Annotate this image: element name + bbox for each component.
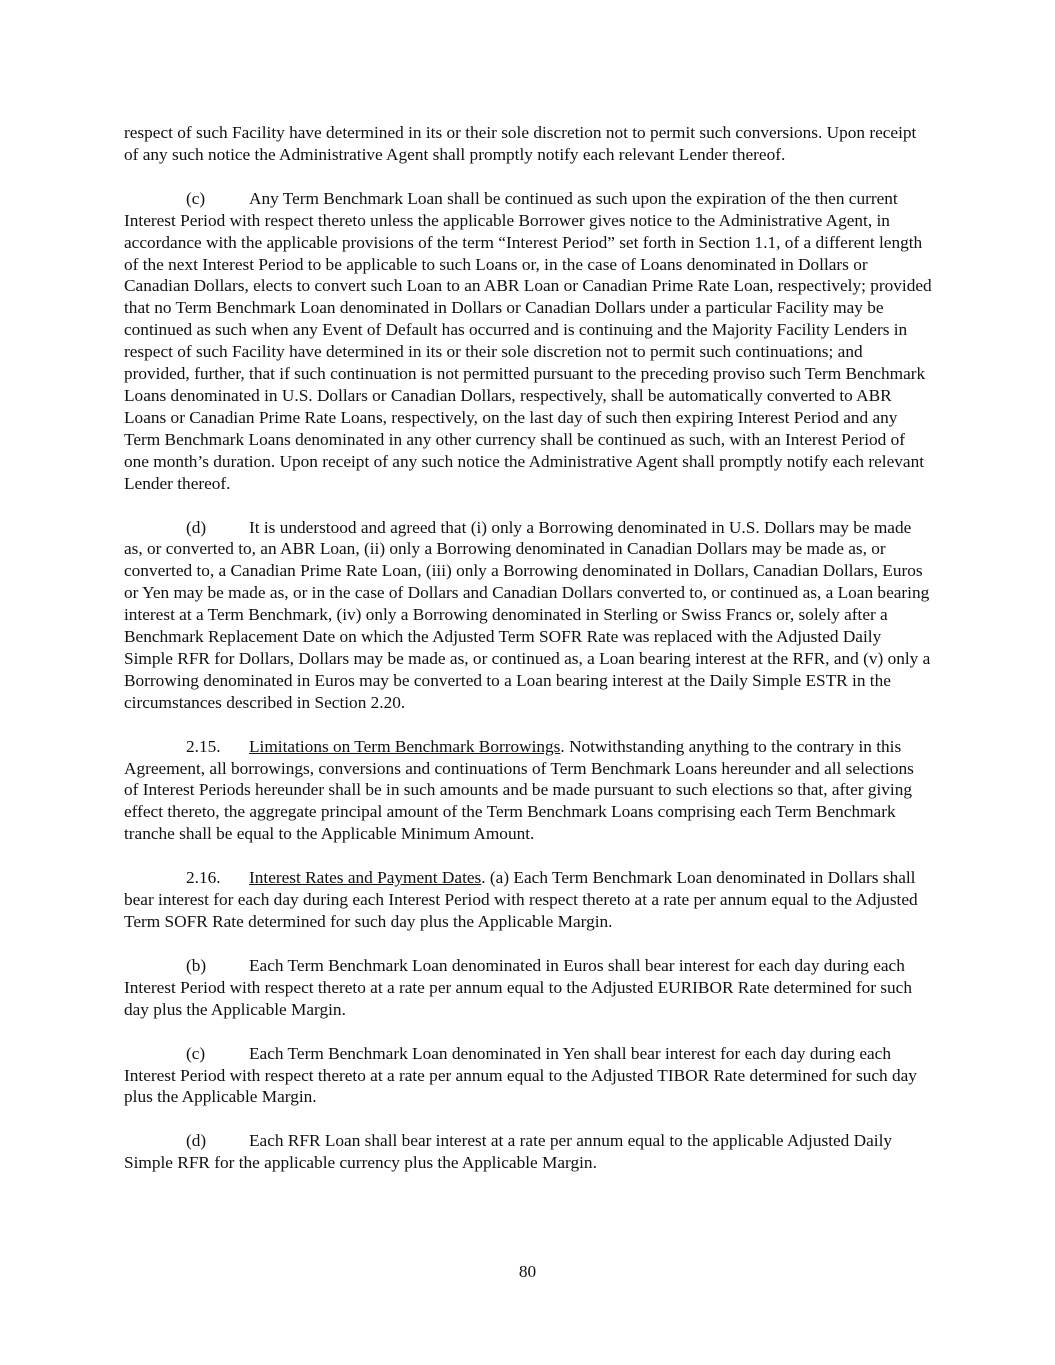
paragraph-2-16-b [124,955,932,1021]
section-number: 2.16. [186,868,221,888]
paragraph-continuation [124,122,932,166]
paragraph-2-16-d [124,1130,932,1174]
section-2-16 [124,867,932,933]
section-text: . (a) Each Term Benchmark Loan denominated in Dollars shall bear interest for each day during each Interest Period with respect thereto at a rate per annum equal to the Adjusted Term SOFR Rate determined for such day plus the Applicable Margin. [124,868,918,931]
paragraph-label: (c) [186,1043,206,1063]
paragraph-text: Each Term Benchmark Loan denominated in Euros shall bear interest for each day during each Interest Period with respect thereto at a rate per annum equal to the Adjusted EURIBOR Rate determined for such day plus the Applicable Margin. [124,955,912,1019]
paragraph-d [124,517,932,714]
paragraph-text: Each RFR Loan shall bear interest at a rate per annum equal to the applicable Adjusted Daily Simple RFR for the applicable currency plus the Applicable Margin. [124,1131,893,1173]
paragraph-text: respect of such Facility have determined in its or their sole discretion not to permit such conversions. Upon receipt of any such notice the Administrative Agent shall promptly notify each relevant Lender thereof. [124,123,917,164]
paragraph-label: (c) [186,188,206,208]
paragraph-label: (d) [186,1131,207,1151]
document-page [124,122,932,1196]
paragraph-label: (b) [186,955,207,975]
section-2-15 [124,736,932,846]
paragraph-text: Each Term Benchmark Loan denominated in Yen shall bear interest for each day during each Interest Period with respect thereto at a rate per annum equal to the Adjusted TIBOR Rate determined for such day plus the Applicable Margin. [124,1043,917,1107]
section-heading: Limitations on Term Benchmark Borrowings [249,736,561,756]
paragraph-c [124,188,932,495]
page-number: 80 [518,1262,537,1281]
section-heading: Interest Rates and Payment Dates [249,868,482,888]
paragraph-text: Any Term Benchmark Loan shall be continued as such upon the expiration of the then current Interest Period with respect thereto unless the applicable Borrower gives notice to the Administrative Agent, in accordance with the applicable provisions of the term “Interest Period” set forth in Section 1.1, of a different length of the next Interest Period to be applicable to such Loans or, in the case of Loans denominated in Dollars or Canadian Dollars, elects to convert such Loan to an ABR Loan or Canadian Prime Rate Loan, respectively; provided that no Term Benchmark Loan denominated in Dollars or Canadian Dollars under a particular Facility may be continued as such when any Event of Default has occurred and is continuing and the Majority Facility Lenders in respect of such Facility have determined in its or their sole discretion not to permit such continuations; and provided, further, that if such continuation is not permitted pursuant to the preceding proviso such Term Benchmark Loans denominated in U.S. Dollars or Canadian Dollars, respectively, shall be automatically converted to ABR Loans or Canadian Prime Rate Loans, respectively, on the last day of such then expiring Interest Period and any Term Benchmark Loans denominated in any other currency shall be continued as such, with an Interest Period of one month’s duration. Upon receipt of any such notice the Administrative Agent shall promptly notify each relevant Lender thereof. [124,188,932,493]
paragraph-label: (d) [186,517,207,537]
paragraph-2-16-c [124,1043,932,1109]
section-number: 2.15. [186,736,221,756]
paragraph-text: It is understood and agreed that (i) only a Borrowing denominated in U.S. Dollars may be made as, or converted to, an ABR Loan, (ii) only a Borrowing denominated in Canadian Dollars may be made as, or converted to, a Canadian Prime Rate Loan, (iii) only a Borrowing denominated in Dollars, Canadian Dollars, Euros or Yen may be made as, or in the case of Dollars and Canadian Dollars converted to, or continued as, a Loan bearing interest at a Term Benchmark, (iv) only a Borrowing denominated in Sterling or Swiss Francs or, solely after a Benchmark Replacement Date on which the Adjusted Term SOFR Rate was replaced with the Adjusted Daily Simple RFR for Dollars, Dollars may be made as, or continued as, a Loan bearing interest at the RFR, and (v) only a Borrowing denominated in Euros may be converted to a Loan bearing interest at the Daily Simple ESTR in the circumstances described in Section 2.20. [124,517,931,712]
section-text: . Notwithstanding anything to the contrary in this Agreement, all borrowings, conversions and continuations of Term Benchmark Loans hereunder and all selections of Interest Periods hereunder shall be in such amounts and be made pursuant to such elections so that, after giving effect thereto, the aggregate principal amount of the Term Benchmark Loans comprising each Term Benchmark tranche shall be equal to the Applicable Minimum Amount. [124,736,914,844]
